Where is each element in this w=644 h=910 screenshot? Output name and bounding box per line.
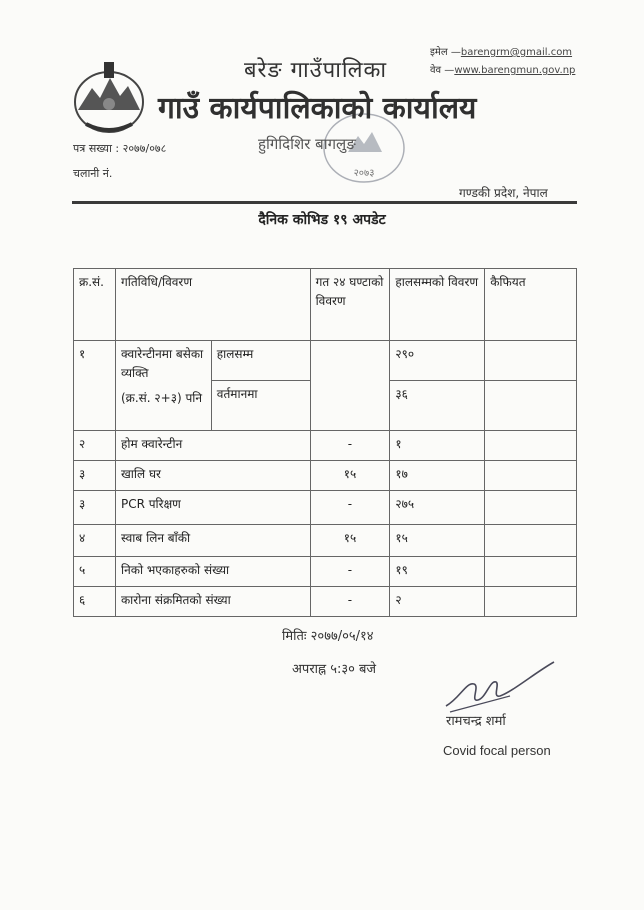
cell-sn: २ (74, 431, 116, 461)
office-subtitle: हुगिदिशिर बागलुङ (258, 135, 356, 153)
seal-date: २०७३ (353, 168, 375, 179)
table-row (74, 525, 577, 557)
letter-number: पत्र सख्या : २०७७/०७८ (73, 142, 167, 155)
email-label: इमेल — (430, 47, 461, 58)
cell-sn: ४ (74, 525, 116, 557)
cell-remarks (485, 587, 577, 617)
header-sn: क्र.सं. (74, 269, 116, 341)
signatory-name: रामचन्द्र शर्मा (446, 714, 506, 729)
header-activity: गतिविधि/विवरण (115, 269, 310, 341)
cell-last24: १५ (310, 461, 390, 491)
email-link[interactable]: barengrm@gmail.com (460, 47, 573, 58)
cell-remarks (485, 557, 577, 587)
signatory-role: Covid focal person (443, 743, 551, 758)
cell-total: ३६ (390, 381, 485, 431)
cell-sn: ५ (74, 557, 116, 587)
cell-last24: - (310, 491, 390, 525)
cell-activity: होम क्वारेन्टीन (115, 431, 310, 461)
table-row (74, 341, 577, 381)
cell-total: २७५ (390, 491, 485, 525)
covid-update-table (73, 268, 577, 617)
table-row (74, 557, 577, 587)
cell-last24 (310, 341, 390, 431)
cell-remarks (485, 381, 577, 431)
province-name: गण्डकी प्रदेश, नेपाल (459, 186, 548, 200)
cell-remarks (485, 431, 577, 461)
report-time: अपराह्न ५:३० बजे (292, 662, 377, 677)
cell-total: २९० (390, 341, 485, 381)
table-row (74, 431, 577, 461)
table-row (74, 491, 577, 525)
office-name: गाउँ कार्यपालिकाको कार्यालय (158, 91, 477, 126)
cell-subactivity: हालसम्म (211, 341, 310, 381)
nepal-emblem-logo (66, 58, 152, 138)
cell-last24: १५ (310, 525, 390, 557)
cell-total: १९ (390, 557, 485, 587)
cell-total: १७ (390, 461, 485, 491)
cell-last24: - (310, 557, 390, 587)
cell-activity: स्वाब लिन बाँकी (115, 525, 310, 557)
cell-remarks (485, 341, 577, 381)
cell-sn: १ (74, 341, 116, 431)
table-header-row (74, 269, 577, 341)
cell-total: २ (390, 587, 485, 617)
table-row (74, 461, 577, 491)
cell-activity (115, 341, 211, 431)
municipality-name: बरेङ गाउँपालिका (244, 58, 388, 83)
cell-subactivity: वर्तमानमा (211, 381, 310, 431)
cell-activity: खालि घर (115, 461, 310, 491)
header-last24: गत २४ घण्टाको विवरण (310, 269, 390, 341)
cell-activity: कारोना संक्रमितको संख्या (115, 587, 310, 617)
cell-remarks (485, 491, 577, 525)
cell-sn: ३ (74, 491, 116, 525)
cell-activity: निको भएकाहरुको संख्या (115, 557, 310, 587)
table-row (74, 587, 577, 617)
cell-total: १५ (390, 525, 485, 557)
report-date: मितिः २०७७/०५/१४ (282, 629, 374, 644)
email-line (430, 44, 572, 58)
cell-last24: - (310, 431, 390, 461)
header-divider (72, 201, 577, 204)
header-total: हालसम्मको विवरण (390, 269, 485, 341)
web-line (430, 62, 575, 76)
quarantine-label: क्वारेन्टीनमा बसेका व्यक्ति (120, 347, 204, 380)
cell-total: १ (390, 431, 485, 461)
cell-sn: ६ (74, 587, 116, 617)
header-remarks: कैफियत (485, 269, 577, 341)
web-label: वेव — (430, 65, 455, 76)
quarantine-note: (क्र.सं. २+३) पनि (120, 391, 203, 405)
cell-remarks (485, 461, 577, 491)
web-link[interactable]: www.barengmun.gov.np (454, 65, 576, 76)
cell-sn: ३ (74, 461, 116, 491)
handwritten-signature (440, 658, 560, 718)
cell-last24: - (310, 587, 390, 617)
document-title: दैनिक कोभिड १९ अपडेट (258, 212, 386, 228)
cell-remarks (485, 525, 577, 557)
cell-activity: PCR परिक्षण (115, 491, 310, 525)
dispatch-number: चलानी नं. (73, 167, 113, 180)
